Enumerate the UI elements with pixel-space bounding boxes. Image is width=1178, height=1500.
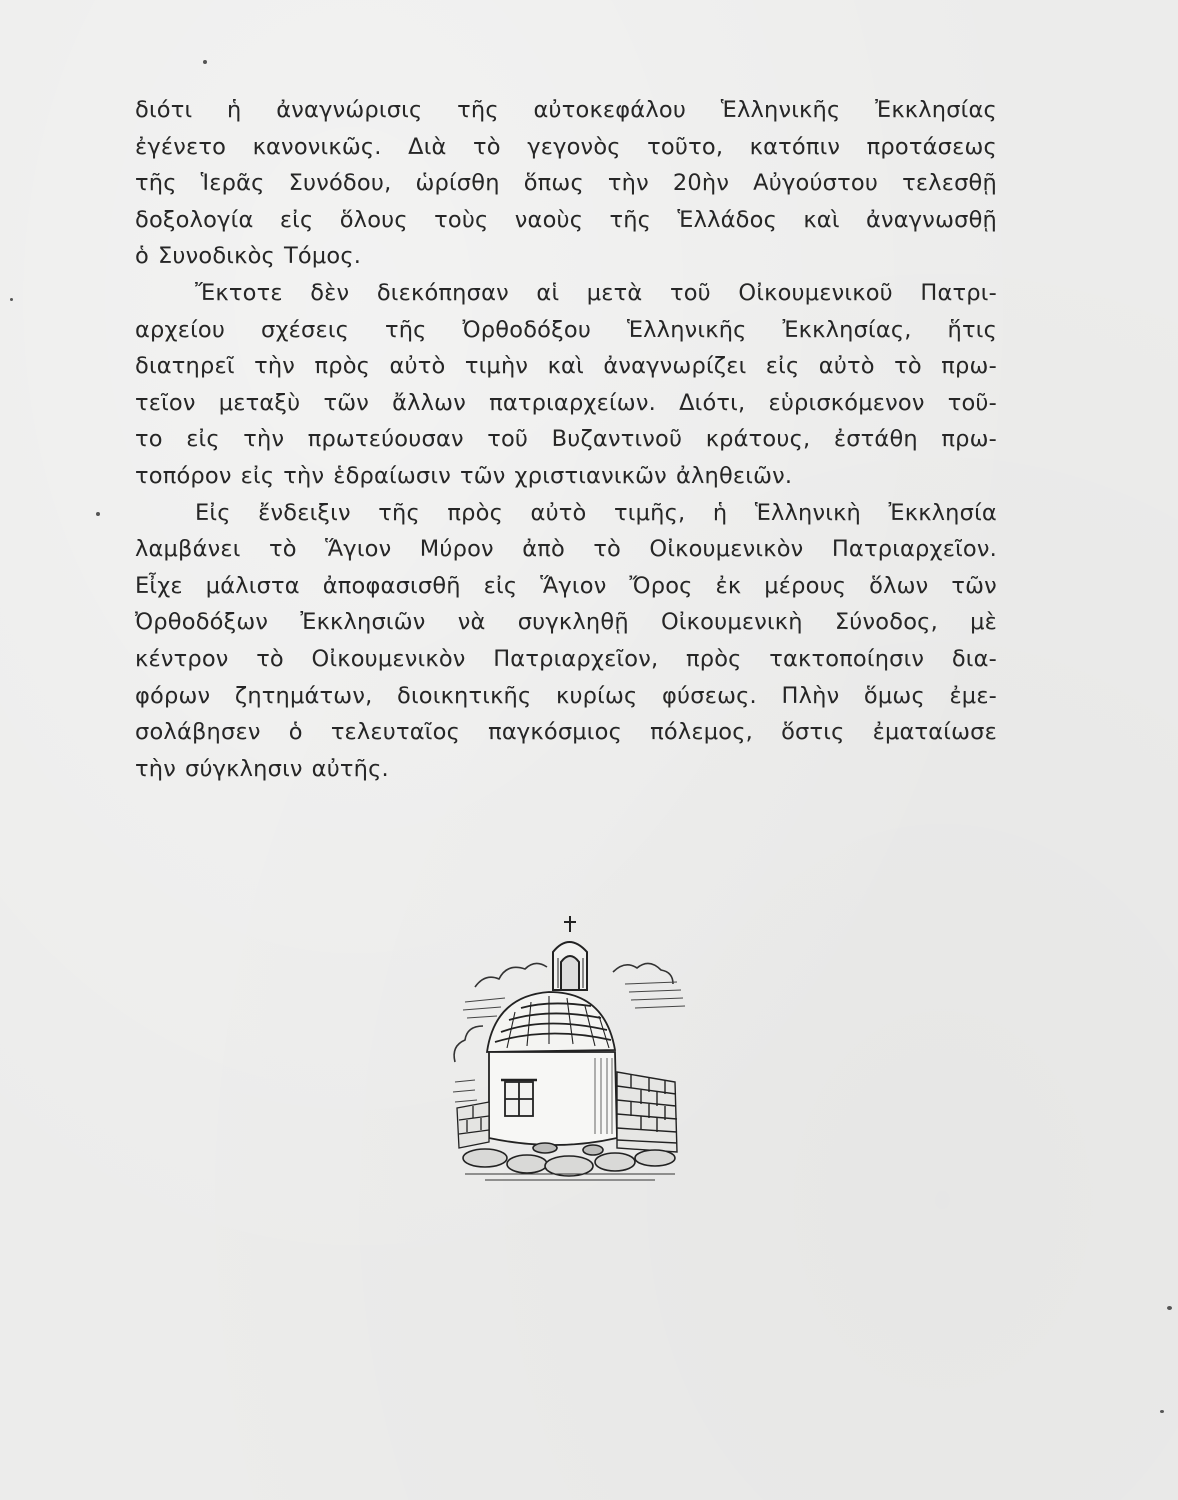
text-line: διατηρεῖ τὴν πρὸς αὐτὸ τιμὴν καὶ ἀναγνωρίζει εἰς αὐτὸ τὸ πρω- [135,353,997,380]
text-line: Ἔκτοτε δὲν διεκόπησαν αἱ μετὰ τοῦ Οἰκουμενικοῦ Πατρι- [195,279,997,306]
text-line: σολάβησεν ὁ τελευταῖος παγκόσμιος πόλεμος, ὅστις ἐματαίωσε [135,719,997,746]
text-line: το εἰς τὴν πρωτεύουσαν τοῦ Βυζαντινοῦ κράτους, ἐστάθη πρω- [135,426,997,453]
text-line: τὴν σύγκλησιν αὐτῆς. [135,755,389,782]
text-line: λαμβάνει τὸ Ἅγιον Μύρον ἀπὸ τὸ Οἰκουμενικὸν Πατριαρχεῖον. [135,536,997,563]
text-line: Εἰς ἔνδειξιν τῆς πρὸς αὐτὸ τιμῆς, ἡ Ἑλληνικὴ Ἐκκλησία [195,499,997,526]
bell-tower [553,916,587,990]
text-line: Εἶχε μάλιστα ἀποφασισθῆ εἰς Ἅγιον Ὄρος ἐκ μέρους ὅλων τῶν [135,572,997,599]
text-line: αρχείου σχέσεις τῆς Ὀρθοδόξου Ἑλληνικῆς Ἐκκλησίας, ἥτις [135,316,997,343]
text-line: κέντρον τὸ Οἰκουμενικὸν Πατριαρχεῖον, πρὸς τακτοποίησιν δια- [135,645,997,672]
text-line: τῆς Ἱερᾶς Συνόδου, ὡρίσθη ὅπως τὴν 20ὴν Αὐγούστου τελεσθῇ [135,170,997,197]
paper-speck [203,60,207,64]
chapel-dome [487,992,615,1052]
text-line: ἐγένετο κανονικῶς. Διὰ τὸ γεγονὸς τοῦτο, κατόπιν προτάσεως [135,133,997,160]
text-line: φόρων ζητημάτων, διοικητικῆς κυρίως φύσεως. Πλὴν ὅμως ἐμε- [135,682,997,709]
chapel-illustration [445,912,695,1192]
paper-speck [96,512,100,516]
body-text [135,92,997,787]
paper-speck [1160,1410,1164,1413]
text-line: ὁ Συνοδικὸς Τόμος. [135,243,362,270]
stone-wall [457,1102,489,1148]
paper-speck [1167,1306,1172,1310]
text-line: δοξολογία εἰς ὅλους τοὺς ναοὺς τῆς Ἑλλάδος καὶ ἀναγνωσθῇ [135,206,997,233]
text-line: τοπόρον εἰς τὴν ἑδραίωσιν τῶν χριστιανικῶν ἀληθειῶν. [135,462,793,489]
paper-speck [10,298,13,301]
chapel-wall [489,1052,617,1145]
text-line: Ὀρθοδόξων Ἐκκλησιῶν νὰ συγκληθῇ Οἰκουμενικὴ Σύνοδος, μὲ [135,609,997,636]
brick-wall [617,1072,677,1152]
text-line: τεῖον μεταξὺ τῶν ἄλλων πατριαρχείων. Διότι, εὑρισκόμενον τοῦ- [135,389,997,416]
text-line: διότι ἡ ἀναγνώρισις τῆς αὐτοκεφάλου Ἑλληνικῆς Ἐκκλησίας [135,97,997,123]
